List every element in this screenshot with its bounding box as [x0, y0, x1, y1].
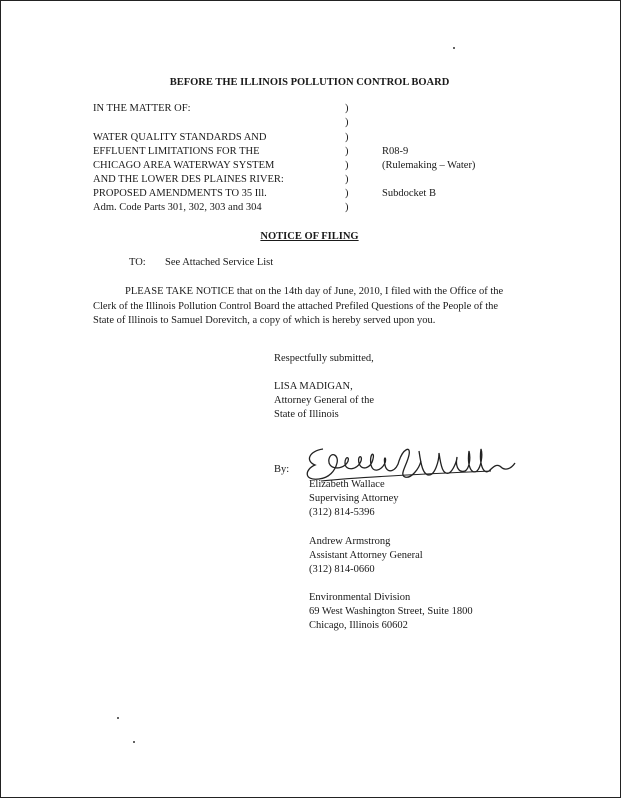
signature-text: Elizabeth Wallace	[301, 441, 309, 442]
caption-line: CHICAGO AREA WATERWAY SYSTEM	[93, 160, 275, 171]
caption-paren: )	[345, 117, 349, 128]
to-label: TO:	[129, 257, 146, 268]
case-number: R08-9	[382, 146, 409, 157]
caption-paren: )	[345, 202, 349, 213]
caption-paren: )	[345, 160, 349, 171]
closing-title-1: Attorney General of the	[274, 395, 375, 406]
contact-phone: (312) 814-0660	[309, 564, 375, 575]
contact-name: Andrew Armstrong	[309, 536, 391, 547]
caption-paren: )	[345, 188, 349, 199]
closing-title-2: State of Illinois	[274, 409, 339, 420]
signer-phone: (312) 814-5396	[309, 507, 375, 518]
respectfully: Respectfully submitted,	[274, 353, 374, 364]
caption-paren: )	[345, 174, 349, 185]
division-name: Environmental Division	[309, 592, 411, 603]
caption-line: WATER QUALITY STANDARDS AND	[93, 132, 267, 143]
case-type: (Rulemaking – Water)	[382, 160, 476, 171]
scan-speck	[453, 47, 455, 49]
caption-paren: )	[345, 103, 349, 114]
signer-name: Elizabeth Wallace	[309, 479, 385, 490]
notice-title: NOTICE OF FILING	[260, 231, 359, 242]
division-address-2: Chicago, Illinois 60602	[309, 620, 408, 631]
division-address-1: 69 West Washington Street, Suite 1800	[309, 606, 473, 617]
caption-matter: IN THE MATTER OF:	[93, 103, 191, 114]
by-label: By:	[274, 464, 290, 475]
caption-line: AND THE LOWER DES PLAINES RIVER:	[93, 174, 284, 185]
caption-paren: )	[345, 146, 349, 157]
caption-paren: )	[345, 132, 349, 143]
caption-line: PROPOSED AMENDMENTS TO 35 Ill.	[93, 188, 267, 199]
closing-name: LISA MADIGAN,	[274, 381, 353, 392]
scan-speck	[117, 717, 119, 719]
to-value: See Attached Service List	[165, 257, 274, 268]
subdocket: Subdocket B	[382, 188, 436, 199]
contact-title: Assistant Attorney General	[309, 550, 423, 561]
body-paragraph: PLEASE TAKE NOTICE that on the 14th day of June, 2010, I filed with the Office of the Clerk of the Illinois Pollution Control Board the attached Prefiled Questions of the People of the State of Illinois to Samuel Dorevitch, a copy of which is hereby served upon you.	[93, 286, 504, 326]
scan-speck	[133, 741, 135, 743]
document-title: BEFORE THE ILLINOIS POLLUTION CONTROL BOARD	[169, 77, 450, 88]
caption-line: Adm. Code Parts 301, 302, 303 and 304	[93, 202, 262, 213]
signer-title: Supervising Attorney	[309, 493, 399, 504]
caption-line: EFFLUENT LIMITATIONS FOR THE	[93, 146, 260, 157]
